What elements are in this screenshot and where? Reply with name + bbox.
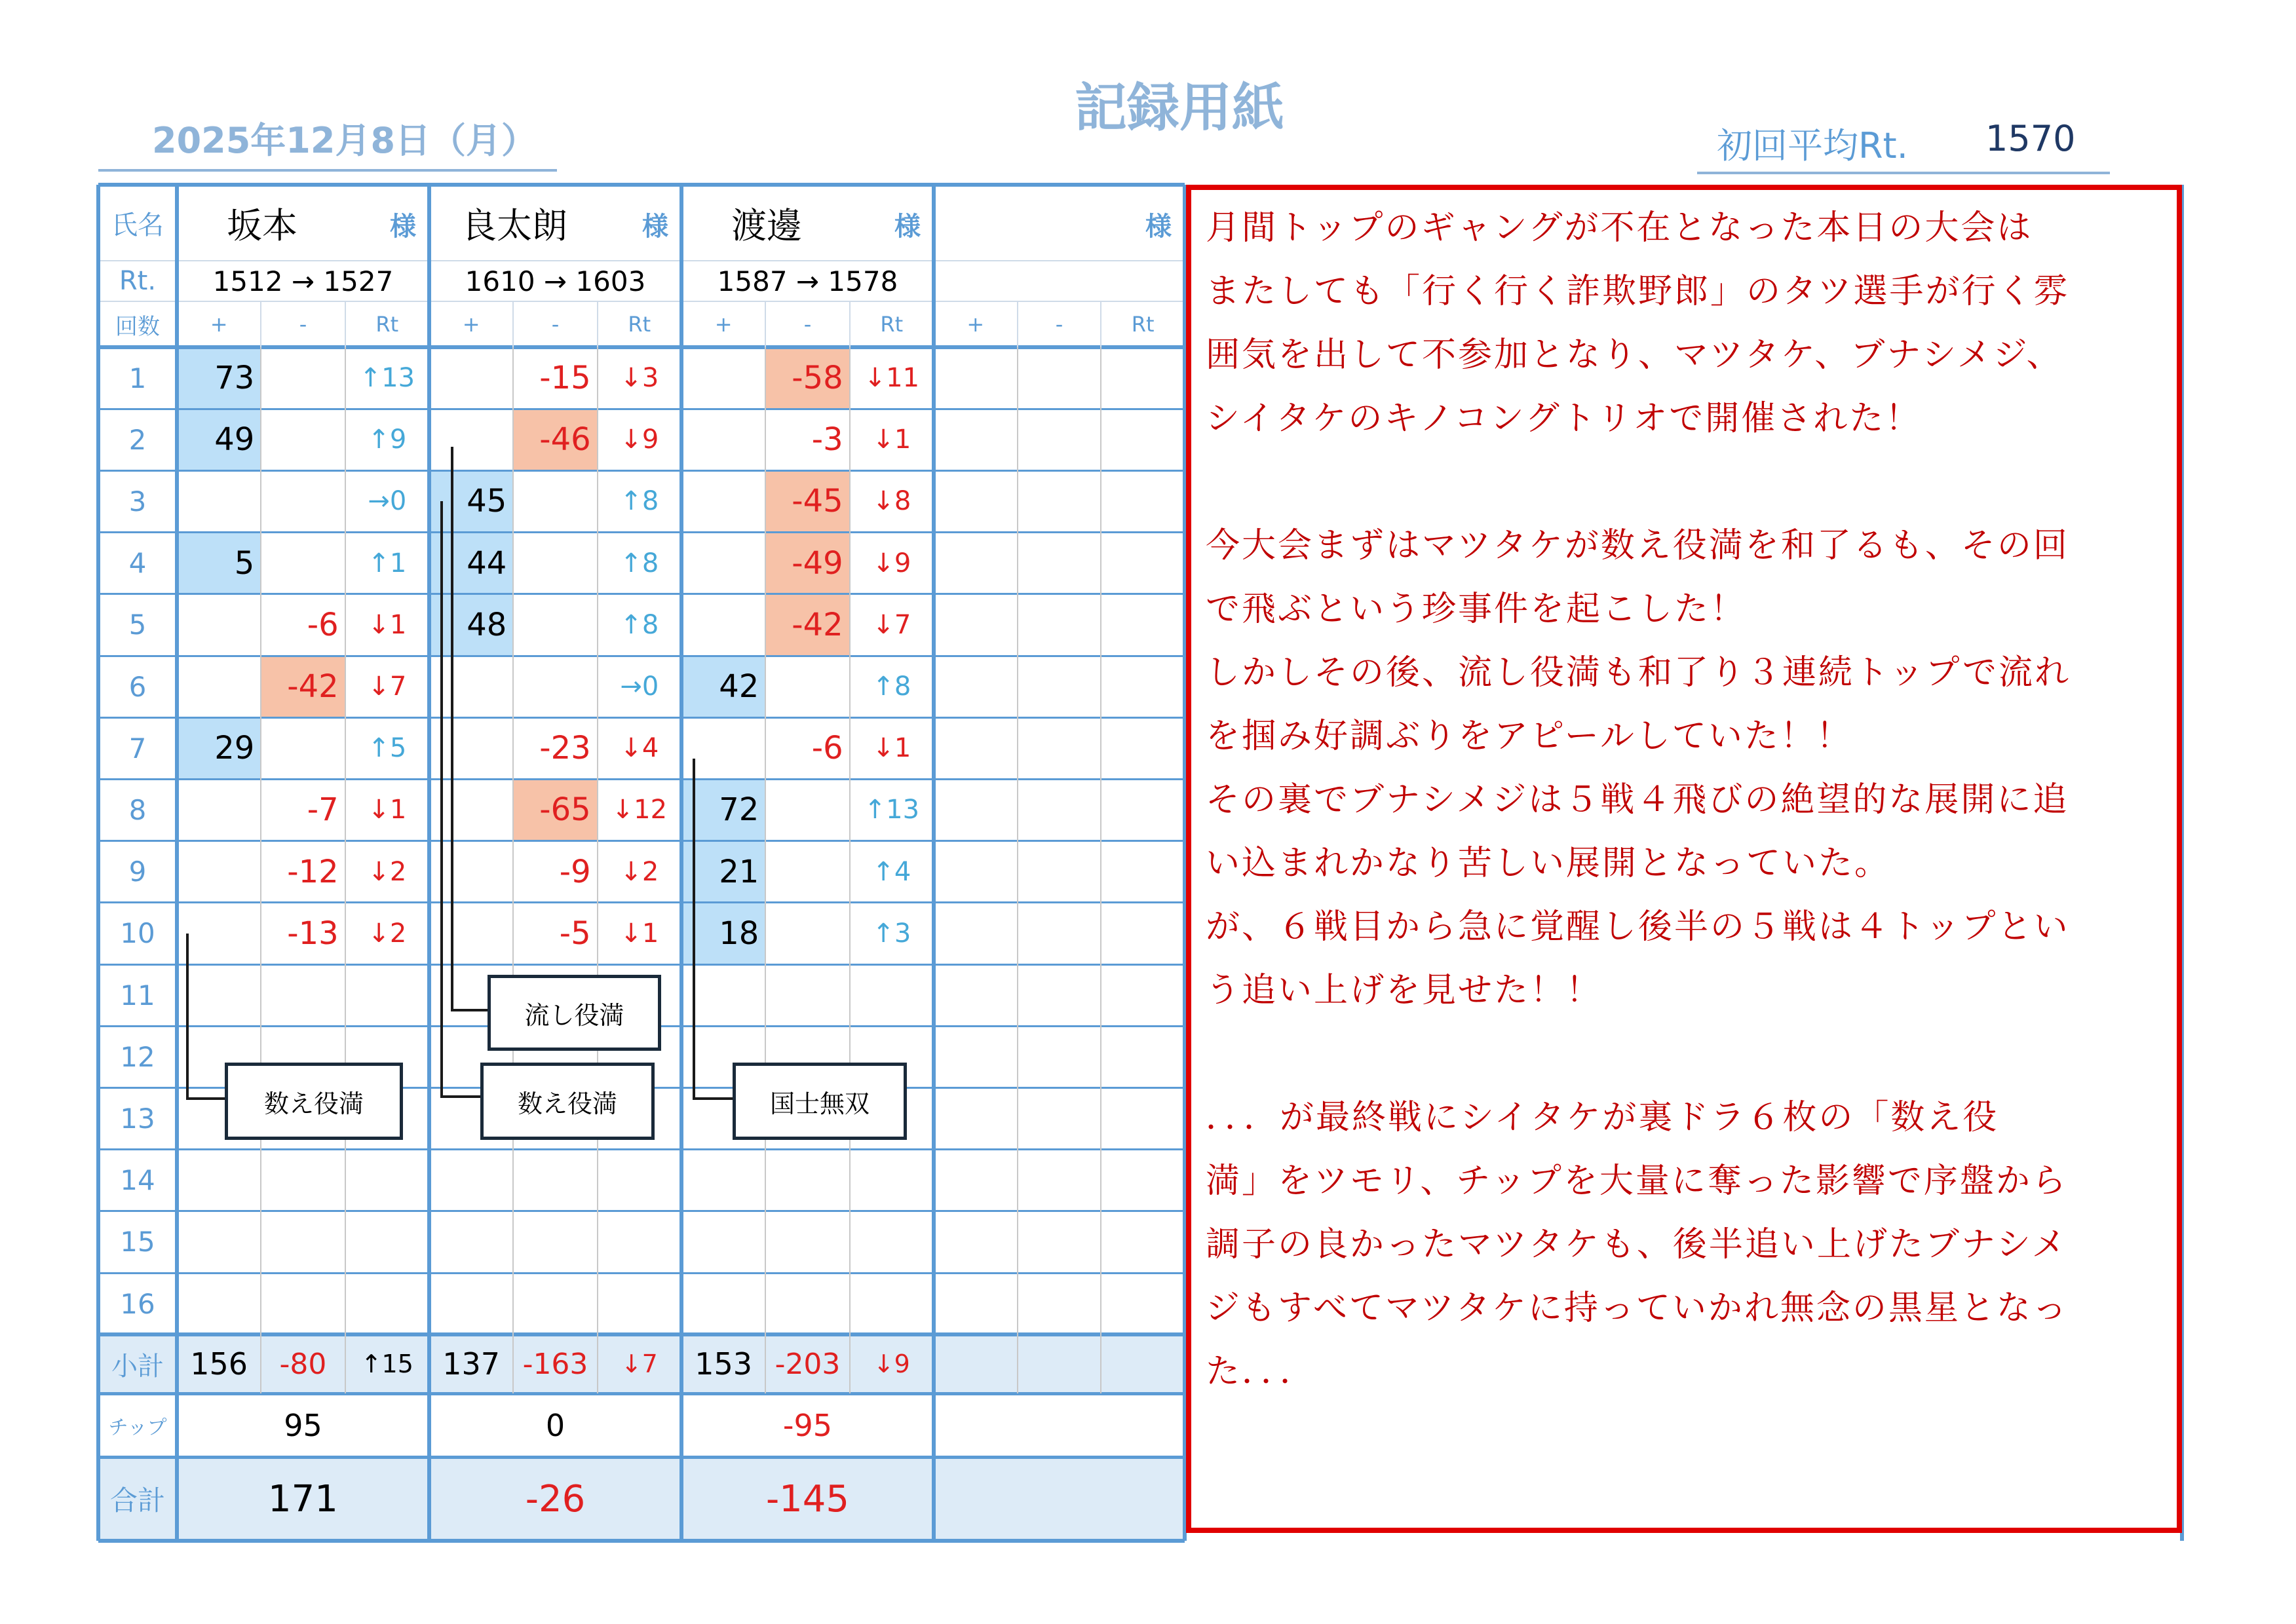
plus-score: 48 <box>467 606 507 643</box>
comment-line: 満」をツモリ、チップを大量に奪った影響で序盤から <box>1206 1161 2068 1201</box>
player-rating: 1587 → 1578 <box>717 265 898 297</box>
rating-change: ↓8 <box>872 486 911 517</box>
minus-score: -46 <box>539 421 591 459</box>
callout-leader-line <box>440 501 482 1098</box>
minus-score: -58 <box>792 360 843 397</box>
avg-value: 1570 <box>1985 118 2076 159</box>
subtotal-rt: ↓9 <box>873 1350 910 1379</box>
round-number: 16 <box>120 1287 155 1320</box>
subtotal-rt <box>1101 1334 1185 1393</box>
plus-score: 72 <box>719 791 759 829</box>
player-name <box>947 185 1091 261</box>
subtotal-plus: 137 <box>442 1346 501 1382</box>
rating-change: ↓2 <box>368 918 407 949</box>
initial-average-rating <box>1697 113 2110 174</box>
minus-score: -13 <box>287 915 339 952</box>
rating-change: ↑13 <box>864 795 920 825</box>
comment-line <box>1206 451 2162 514</box>
comment-line: しかしその後、流し役満も和了り３連続トップで流れ <box>1206 653 2071 692</box>
comment-line <box>1206 1023 2162 1086</box>
minus-score: -42 <box>792 606 843 643</box>
chip-row-label: チップ <box>108 1416 167 1439</box>
rating-change: ↑8 <box>620 548 659 578</box>
rating-change: →0 <box>620 671 659 702</box>
round-number: 14 <box>120 1164 155 1197</box>
comment-line: シイタケのキノコングトリオで開催された！ <box>1206 399 1922 438</box>
player-rating: 1512 → 1527 <box>212 265 394 297</box>
total-value: -145 <box>765 1477 850 1520</box>
plus-header: + <box>462 312 480 337</box>
rating-change: ↓4 <box>620 733 659 764</box>
minus-score: -5 <box>559 915 591 952</box>
round-number: 4 <box>128 547 147 580</box>
player-name: 良太朗 <box>461 204 567 246</box>
total-row-label: 合計 <box>109 1484 165 1517</box>
callout-leader-line <box>186 934 229 1100</box>
round-number: 11 <box>120 979 155 1011</box>
record-date: 2025年12月8日（月） <box>98 113 557 172</box>
grid-line <box>1017 347 1018 1393</box>
plus-score: 21 <box>719 853 759 890</box>
round-number: 8 <box>128 793 147 826</box>
total-value: 171 <box>268 1477 338 1520</box>
name-row-label: 氏名 <box>111 210 164 240</box>
honorific-label: 様 <box>390 211 416 242</box>
rating-change: ↓1 <box>368 609 407 640</box>
plus-score: 44 <box>467 544 507 582</box>
subtotal-plus <box>934 1334 1018 1393</box>
round-number: 12 <box>120 1040 155 1073</box>
total-value <box>934 1457 1185 1541</box>
subtotal-rt: ↓7 <box>621 1350 658 1379</box>
minus-score: -49 <box>792 544 843 582</box>
comment-line: その裏でブナシメジは５戦４飛びの絶望的な展開に追 <box>1206 780 2069 820</box>
chip-value: 0 <box>545 1407 565 1443</box>
minus-score: -7 <box>307 791 339 829</box>
comment-line: で飛ぶという珍事件を起こした！ <box>1206 590 1747 629</box>
minus-score: -12 <box>287 853 339 890</box>
rt-header: Rt <box>375 312 399 337</box>
player-rating: 1610 → 1603 <box>465 265 646 297</box>
player-name: 坂本 <box>227 204 297 246</box>
round-number: 3 <box>128 485 147 518</box>
page-title: 記録用紙 <box>1075 77 1284 138</box>
plus-score: 5 <box>234 544 255 582</box>
plus-header: + <box>966 312 985 337</box>
yakuman-callout: 流し役満 <box>488 975 661 1051</box>
rating-change: ↓1 <box>368 795 407 825</box>
rating-change: ↑5 <box>368 733 407 764</box>
chip-value <box>934 1393 1185 1457</box>
round-number: 9 <box>128 856 147 888</box>
comment-line: 調子の良かったマツタケも、後半追い上げたブナシメ <box>1206 1225 2068 1264</box>
comment-line: た．．． <box>1206 1352 1316 1391</box>
total-value: -26 <box>525 1477 586 1520</box>
rating-change: ↑9 <box>368 425 407 455</box>
subtotal-minus <box>1018 1334 1101 1393</box>
rating-change: ↓2 <box>620 856 659 887</box>
rating-change: ↑4 <box>872 856 911 887</box>
comment-line: 今大会まずはマツタケが数え役満を和了るも、その回 <box>1206 526 2069 565</box>
round-number: 10 <box>120 917 155 950</box>
comment-line: またしても「行く行く詐欺野郎」のタツ選手が行く雰 <box>1206 272 2070 311</box>
comment-text <box>1206 197 2162 1404</box>
subtotal-minus: -163 <box>522 1347 588 1381</box>
plus-score: 49 <box>214 421 255 459</box>
round-number: 7 <box>128 732 147 765</box>
rating-change: ↑8 <box>620 609 659 640</box>
comment-line: い込まれかなり苦しい展開となっていた。 <box>1206 844 1891 883</box>
round-number: 1 <box>128 362 147 394</box>
round-number: 6 <box>128 670 147 703</box>
plus-header: + <box>714 312 733 337</box>
rating-change: →0 <box>368 486 407 517</box>
rating-change: ↓7 <box>368 671 407 702</box>
rating-change: ↓2 <box>368 856 407 887</box>
minus-score: -6 <box>307 606 339 643</box>
plus-header: + <box>210 312 228 337</box>
minus-score: -9 <box>559 853 591 890</box>
chip-value: -95 <box>782 1407 833 1443</box>
minus-score: -15 <box>539 360 591 397</box>
rating-change: ↓7 <box>872 609 911 640</box>
comment-line: ．．．が最終戦にシイタケが裏ドラ６枚の「数え役 <box>1206 1098 1999 1137</box>
rating-change: ↑8 <box>872 671 911 702</box>
minus-score: -65 <box>539 791 591 829</box>
round-number: 13 <box>120 1102 155 1135</box>
rating-change: ↑8 <box>620 486 659 517</box>
rating-change: ↓12 <box>611 795 668 825</box>
comment-line: 月間トップのギャングが不在となった本日の大会は <box>1206 208 2033 248</box>
minus-header: - <box>1055 312 1063 337</box>
rating-change: ↓9 <box>620 425 659 455</box>
honorific-label: 様 <box>1145 211 1172 242</box>
honorific-label: 様 <box>894 211 921 242</box>
minus-score: -45 <box>792 483 843 520</box>
yakuman-callout: 数え役満 <box>480 1063 655 1140</box>
callout-leader-line <box>693 759 737 1100</box>
plus-score: 29 <box>214 730 255 767</box>
minus-score: -6 <box>811 730 843 767</box>
rt-header: Rt <box>880 312 904 337</box>
subtotal-minus: -80 <box>279 1347 327 1381</box>
plus-score: 45 <box>467 483 507 520</box>
subtotal-minus: -203 <box>775 1347 841 1381</box>
minus-header: - <box>551 312 560 337</box>
comment-line: う追い上げを見せた！！ <box>1206 971 1603 1010</box>
avg-label: 初回平均Rt. <box>1717 125 1908 166</box>
round-number: 2 <box>128 423 147 456</box>
honorific-label: 様 <box>642 211 668 242</box>
minus-header: - <box>299 312 307 337</box>
rating-change: ↓1 <box>620 918 659 949</box>
round-number: 15 <box>120 1226 155 1258</box>
rt-header: Rt <box>1131 312 1155 337</box>
comment-line: ジもすべてマツタケに持っていかれ無念の黒星となっ <box>1206 1289 2069 1328</box>
minus-score: -23 <box>539 730 591 767</box>
subtotal-rt: ↑15 <box>360 1350 413 1379</box>
rating-change: ↑3 <box>872 918 911 949</box>
round-number: 5 <box>128 609 147 641</box>
yakuman-callout: 国士無双 <box>733 1063 907 1140</box>
rating-change: ↓1 <box>872 425 911 455</box>
plus-score: 42 <box>719 668 759 706</box>
rating-change: ↑1 <box>368 548 407 578</box>
plus-score: 73 <box>214 360 255 397</box>
rating-change: ↓9 <box>872 548 911 578</box>
rt-header: Rt <box>628 312 651 337</box>
comment-line: が、６戦目から急に覚醒し後半の５戦は４トップとい <box>1206 907 2070 947</box>
chip-value: 95 <box>284 1407 322 1443</box>
minus-header: - <box>803 312 812 337</box>
round-row-label: 回数 <box>115 313 160 340</box>
rating-change: ↓11 <box>864 363 920 394</box>
comment-line: を掴み好調ぶりをアピールしていた！！ <box>1206 717 1852 756</box>
minus-score: -42 <box>287 668 339 706</box>
player-rating <box>934 261 1185 301</box>
rating-change: ↓1 <box>872 733 911 764</box>
subtotal-plus: 156 <box>190 1346 248 1382</box>
plus-score: 18 <box>719 915 759 952</box>
rating-row-label: Rt. <box>119 266 157 296</box>
subtotal-plus: 153 <box>695 1346 753 1382</box>
yakuman-callout: 数え役満 <box>225 1063 403 1140</box>
grid-line <box>1100 347 1101 1393</box>
rating-change: ↓3 <box>620 363 659 394</box>
rating-change: ↑13 <box>359 363 415 394</box>
comment-line: 囲気を出して不参加となり、マツタケ、ブナシメジ、 <box>1206 335 2063 375</box>
minus-score: -3 <box>811 421 843 459</box>
player-name: 渡邊 <box>731 204 802 246</box>
subtotal-row-label: 小計 <box>111 1351 164 1382</box>
